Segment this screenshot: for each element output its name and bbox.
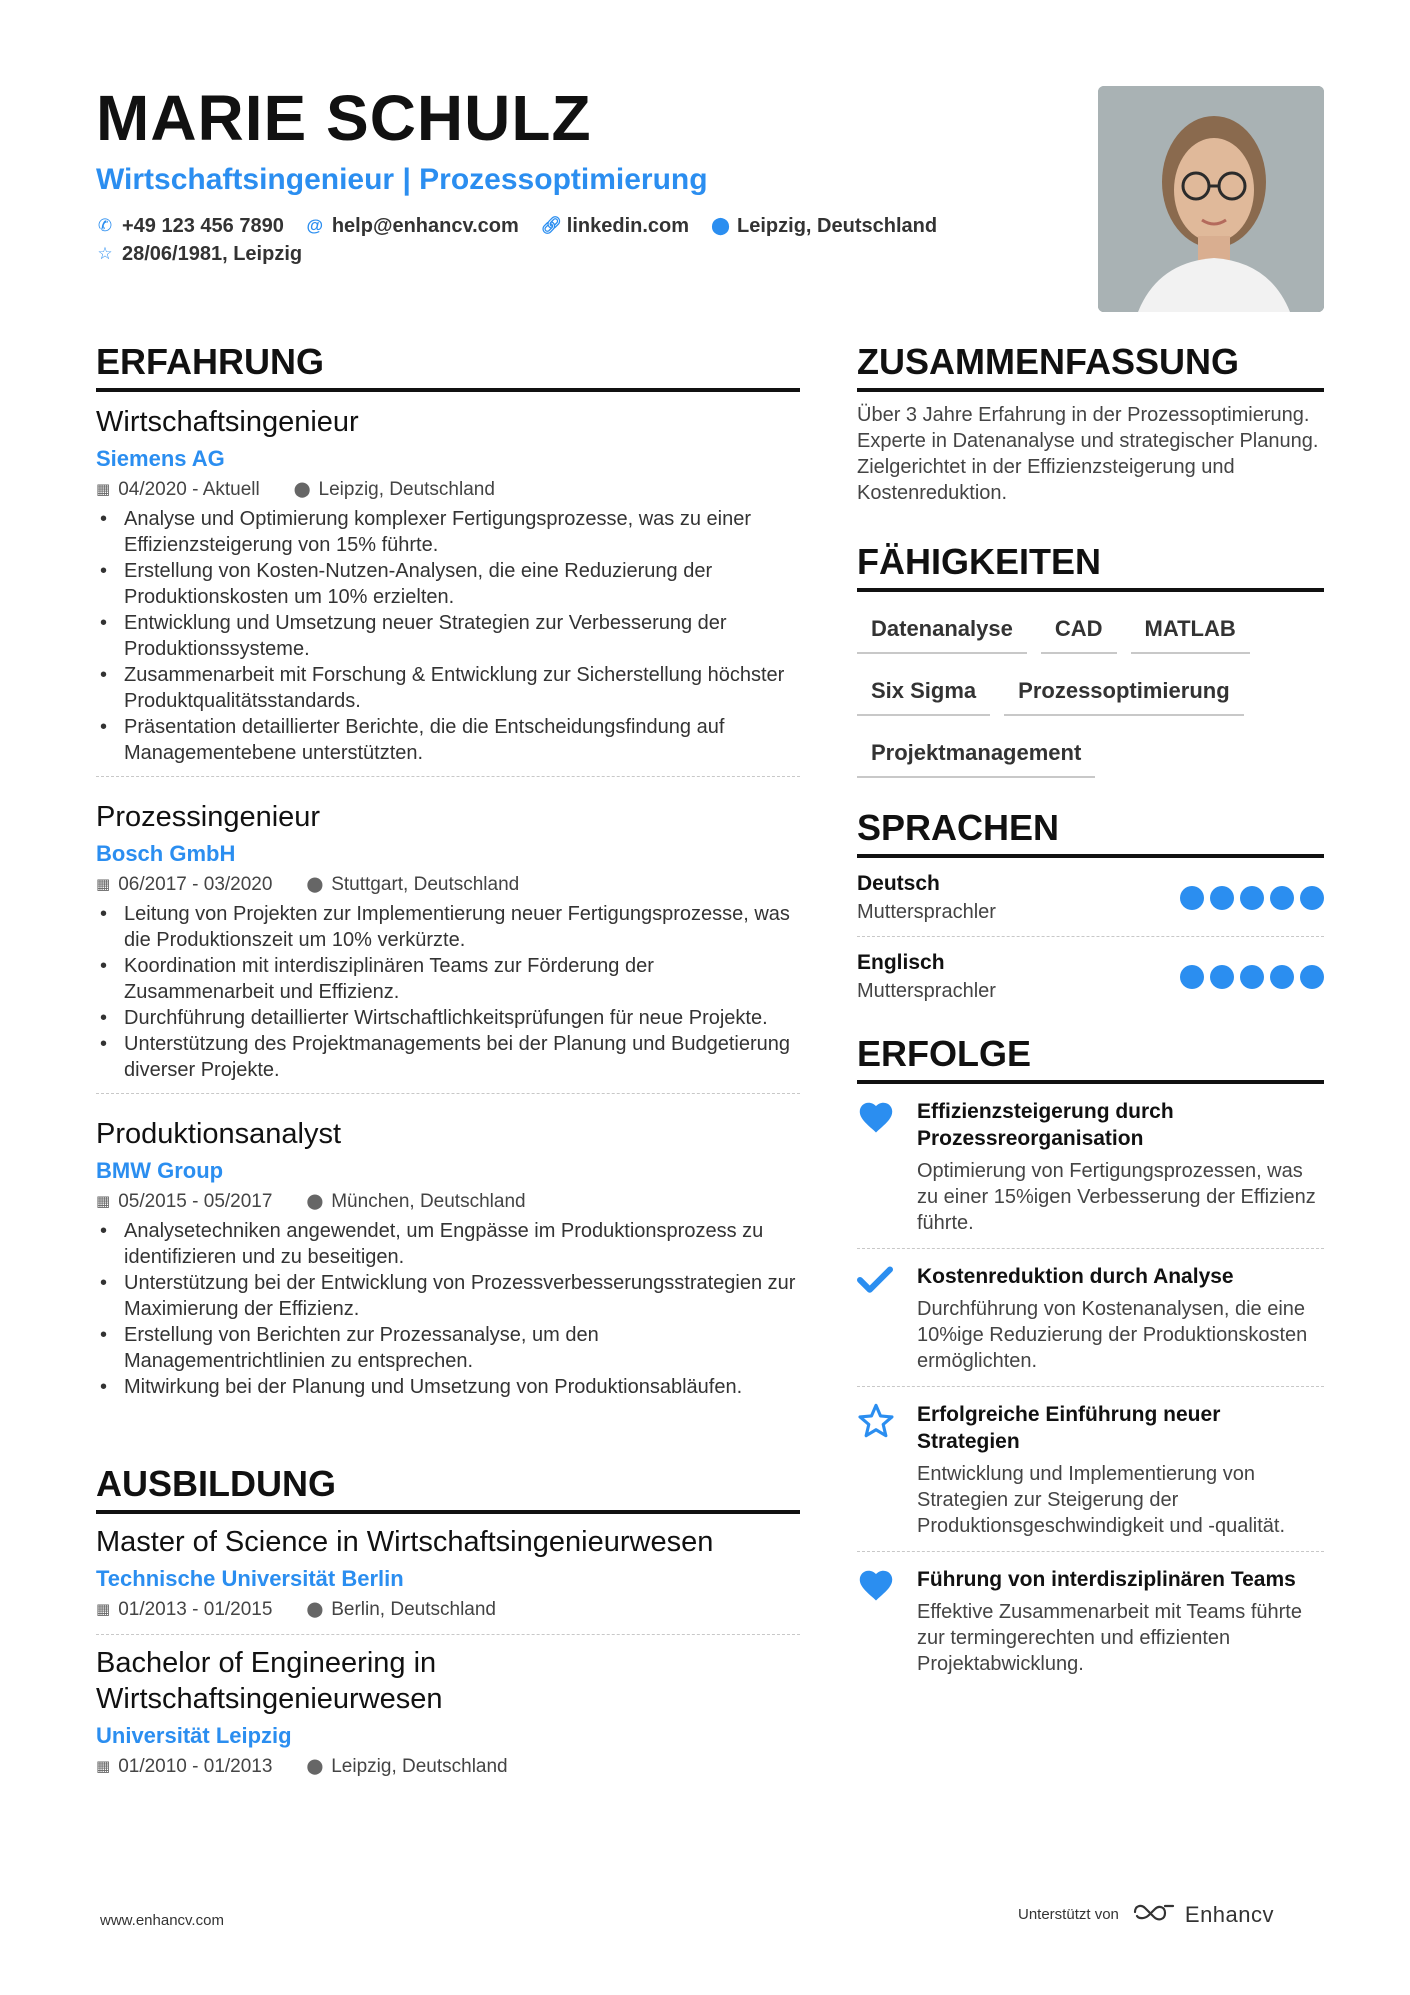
divider (96, 1093, 800, 1094)
achievement-entry (857, 1386, 1324, 1551)
footer-brand[interactable] (1018, 1900, 1274, 1929)
bullet-item: • Analyse und Optimierung komplexer Fertigungsprozesse, was zu einer Effizienzsteigerung von 15% führte. (96, 506, 800, 558)
job-bullets (96, 901, 800, 1083)
language-level: Muttersprachler (857, 901, 996, 923)
job-title: Wirtschaftsingenieur (96, 406, 359, 438)
job-entry (96, 1116, 800, 1410)
heart-icon (857, 1566, 917, 1677)
skill-tag: CAD (1041, 602, 1117, 654)
education-entry (96, 1645, 800, 1781)
contact-location-text: Leipzig, Deutschland (737, 215, 938, 237)
profile-photo (1098, 86, 1324, 312)
company-name: BMW Group (96, 1158, 224, 1183)
summary-text: Über 3 Jahre Erfahrung in der Prozessoptimierung. Experte in Datenanalyse und strategischer Planung. Zielgerichtet in der Effizienzsteigerung und Kostenreduktion. (857, 404, 1319, 504)
language-name: Deutsch (857, 872, 940, 895)
achievement-desc: Effektive Zusammenarbeit mit Teams führte zur termingerechten und effizienten Projektabwicklung. (917, 1601, 1302, 1675)
phone-icon: ✆ (97, 216, 113, 235)
skills-title: FÄHIGKEITEN (857, 540, 1324, 592)
bullet-item: • Unterstützung des Projektmanagements bei der Planung und Budgetierung diverser Projekte. (96, 1031, 800, 1083)
contact-linkedin[interactable] (541, 212, 689, 240)
bullet-item: • Unterstützung bei der Entwicklung von Prozessverbesserungsstrategien zur Maximierung der Effizienz. (96, 1270, 800, 1322)
bullet-item: • Koordination mit interdisziplinären Teams zur Förderung der Zusammenarbeit und Effizienz. (96, 953, 800, 1005)
link-icon: 🔗︎ (540, 216, 563, 235)
job-meta (96, 871, 800, 899)
language-entry (857, 936, 1324, 1015)
bullet-item: • Durchführung detaillierter Wirtschaftlichkeitsprüfungen für neue Projekte. (96, 1005, 800, 1031)
job-title: Prozessingenieur (96, 801, 321, 833)
company-name: Bosch GmbH (96, 841, 236, 866)
education-dates: 01/2013 - 01/2015 (118, 1599, 273, 1620)
skill-tag: Projektmanagement (857, 726, 1095, 778)
skill-tag: Six Sigma (857, 664, 990, 716)
footer-website[interactable]: www.enhancv.com (100, 1912, 224, 1929)
summary-section (857, 340, 1324, 506)
rating-dot (1270, 886, 1294, 910)
experience-title: ERFAHRUNG (96, 340, 800, 392)
school-name: Universität Leipzig (96, 1723, 292, 1748)
skill-tag: MATLAB (1131, 602, 1250, 654)
achievement-entry (857, 1084, 1324, 1248)
calendar-icon: ▦ (96, 481, 111, 498)
skill-tag: Datenanalyse (857, 602, 1027, 654)
bullet-item: • Entwicklung und Umsetzung neuer Strategien zur Verbesserung der Produktionssysteme. (96, 610, 800, 662)
location-icon: ⬤ (306, 1193, 324, 1210)
bullet-item: • Erstellung von Berichten zur Prozessanalyse, um den Managementrichtlinien zu entsprechen. (96, 1322, 800, 1374)
enhancv-logo-icon (1131, 1900, 1177, 1929)
languages-section (857, 806, 1324, 1015)
location-icon: ⬤ (711, 216, 731, 235)
candidate-name: MARIE SCHULZ (96, 82, 592, 154)
achievement-desc: Optimierung von Fertigungsprozessen, was zu einer 15%igen Verbesserung der Effizienz führte. (917, 1160, 1316, 1234)
divider (96, 776, 800, 777)
skills-list (857, 602, 1324, 788)
achievements-title: ERFOLGE (857, 1032, 1324, 1084)
summary-title: ZUSAMMENFASSUNG (857, 340, 1324, 392)
check-icon (857, 1263, 917, 1374)
header (96, 82, 1056, 268)
rating-dot (1180, 965, 1204, 989)
location-icon: ⬤ (306, 876, 324, 893)
contact-birth-text: 28/06/1981, Leipzig (122, 243, 303, 265)
divider (96, 1634, 800, 1635)
education-title: AUSBILDUNG (96, 1462, 800, 1514)
rating-dot (1270, 965, 1294, 989)
contact-birth (96, 240, 302, 268)
rating-dot (1240, 886, 1264, 910)
star-icon: ☆ (97, 244, 113, 263)
at-icon: @ (306, 216, 324, 235)
job-dates: 06/2017 - 03/2020 (118, 874, 273, 895)
language-level: Muttersprachler (857, 980, 996, 1002)
location-icon: ⬤ (293, 481, 311, 498)
education-dates: 01/2010 - 01/2013 (118, 1756, 273, 1777)
bullet-item: • Erstellung von Kosten-Nutzen-Analysen, die eine Reduzierung der Produktionskosten um 10% erzielten. (96, 558, 800, 610)
achievement-title: Kostenreduktion durch Analyse (917, 1265, 1234, 1288)
location-icon: ⬤ (306, 1758, 324, 1775)
job-bullets (96, 1218, 800, 1400)
contact-email-text[interactable]: help@enhancv.com (331, 215, 519, 237)
job-dates: 05/2015 - 05/2017 (118, 1191, 273, 1212)
job-entry (96, 799, 800, 1104)
achievement-title: Effizienzsteigerung durch Prozessreorganisation (917, 1100, 1174, 1150)
education-location: Leipzig, Deutschland (331, 1756, 508, 1777)
job-location: Leipzig, Deutschland (318, 479, 495, 500)
candidate-subtitle: Wirtschaftsingenieur | Prozessoptimierung (96, 163, 708, 196)
job-location: Stuttgart, Deutschland (331, 874, 520, 895)
achievement-title: Erfolgreiche Einführung neuer Strategien (917, 1403, 1221, 1453)
left-column (96, 340, 800, 1410)
language-rating (1174, 965, 1324, 989)
achievement-entry (857, 1248, 1324, 1386)
achievement-desc: Durchführung von Kostenanalysen, die eine 10%ige Reduzierung der Produktionskosten ermöglichten. (917, 1298, 1308, 1372)
star-outline-icon (857, 1401, 917, 1539)
education-meta (96, 1596, 800, 1624)
bullet-item: • Präsentation detaillierter Berichte, die die Entscheidungsfindung auf Managementebene unterstützten. (96, 714, 800, 766)
school-name: Technische Universität Berlin (96, 1566, 404, 1591)
contact-phone (96, 212, 284, 240)
contact-linkedin-text[interactable]: linkedin.com (566, 215, 690, 237)
education-section (96, 1462, 800, 1781)
job-bullets (96, 506, 800, 766)
education-entry (96, 1524, 800, 1635)
education-meta (96, 1753, 800, 1781)
rating-dot (1240, 965, 1264, 989)
job-dates: 04/2020 - Aktuell (118, 479, 260, 500)
calendar-icon: ▦ (96, 876, 111, 893)
brand-name: Enhancv (1184, 1901, 1275, 1927)
job-meta (96, 1188, 800, 1216)
contact-list (96, 212, 996, 268)
bullet-item: • Zusammenarbeit mit Forschung & Entwicklung zur Sicherstellung höchster Produktqualitätsstandards. (96, 662, 800, 714)
calendar-icon: ▦ (96, 1758, 111, 1775)
job-location: München, Deutschland (331, 1191, 526, 1212)
degree-title: Master of Science in Wirtschaftsingenieurwesen (96, 1526, 714, 1558)
calendar-icon: ▦ (96, 1601, 111, 1618)
language-entry (857, 858, 1324, 936)
skill-tag: Prozessoptimierung (1004, 664, 1243, 716)
degree-title: Bachelor of Engineering in Wirtschaftsingenieurwesen (96, 1647, 443, 1715)
bullet-item: • Mitwirkung bei der Planung und Umsetzung von Produktionsabläufen. (96, 1374, 800, 1400)
contact-location (711, 212, 937, 240)
language-name: Englisch (857, 951, 945, 974)
achievement-entry (857, 1551, 1324, 1689)
education-location: Berlin, Deutschland (331, 1599, 496, 1620)
job-meta (96, 476, 800, 504)
achievements-section (857, 1032, 1324, 1689)
rating-dot (1210, 965, 1234, 989)
job-entry (96, 404, 800, 787)
languages-title: SPRACHEN (857, 806, 1324, 858)
achievement-title: Führung von interdisziplinären Teams (917, 1568, 1296, 1591)
achievement-desc: Entwicklung und Implementierung von Strategien zur Steigerung der Produktionsgeschwindigkeit und -qualität. (917, 1463, 1285, 1537)
company-name: Siemens AG (96, 446, 225, 471)
rating-dot (1300, 965, 1324, 989)
rating-dot (1180, 886, 1204, 910)
location-icon: ⬤ (306, 1601, 324, 1618)
skills-section (857, 540, 1324, 788)
contact-phone-text: +49 123 456 7890 (122, 215, 284, 237)
language-rating (1174, 886, 1324, 910)
calendar-icon: ▦ (96, 1193, 111, 1210)
heart-icon (857, 1098, 917, 1236)
contact-email[interactable] (306, 212, 519, 240)
bullet-item: • Leitung von Projekten zur Implementierung neuer Fertigungsprozesse, was die Produktionszeit um 10% verkürzte. (96, 901, 800, 953)
powered-by-text: Unterstützt von (1018, 1906, 1119, 1923)
job-title: Produktionsanalyst (96, 1118, 342, 1150)
bullet-item: • Analysetechniken angewendet, um Engpässe im Produktionsprozess zu identifizieren und zu beseitigen. (96, 1218, 800, 1270)
rating-dot (1300, 886, 1324, 910)
rating-dot (1210, 886, 1234, 910)
